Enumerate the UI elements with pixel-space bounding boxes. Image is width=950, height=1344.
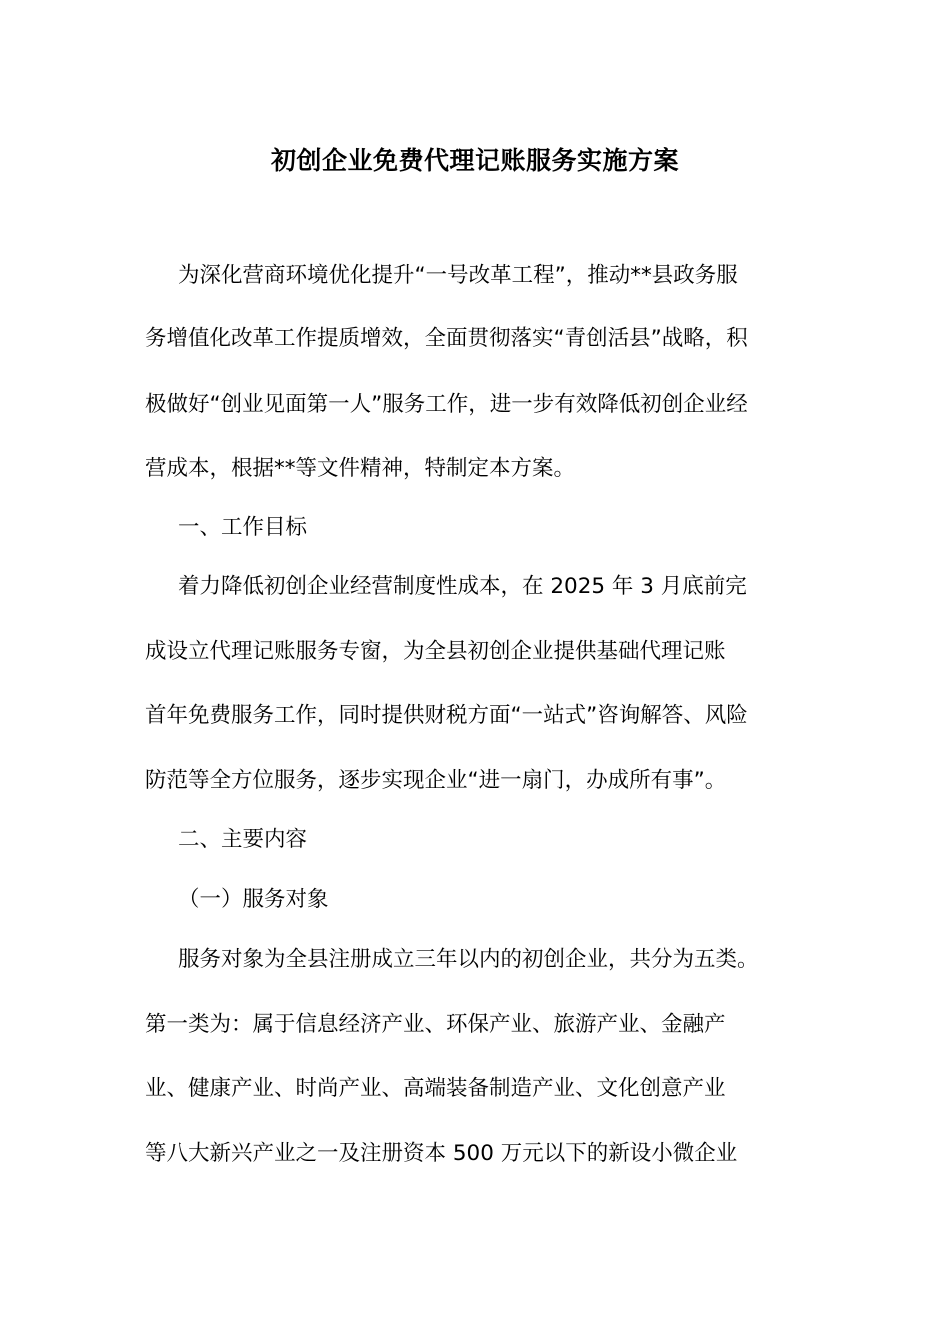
paragraph-line: 首年免费服务工作，同时提供财税方面“一站式”咨询解答、风险 <box>145 703 748 728</box>
paragraph-line: 着力降低初创企业经营制度性成本，在 2025 年 3 月底前完 <box>178 574 747 599</box>
paragraph-line: 业、健康产业、时尚产业、高端装备制造产业、文化创意产业 <box>145 1076 726 1101</box>
subsection-heading: （一）服务对象 <box>178 887 329 912</box>
section-heading: 二、主要内容 <box>178 827 308 852</box>
paragraph-line: 第一类为：属于信息经济产业、环保产业、旅游产业、金融产 <box>145 1012 726 1037</box>
paragraph-line: 防范等全方位服务，逐步实现企业“进一扇门，办成所有事”。 <box>145 768 727 793</box>
paragraph-line: 为深化营商环境优化提升“一号改革工程”，推动**县政务服 <box>178 263 738 288</box>
section-heading: 一、工作目标 <box>178 515 308 540</box>
paragraph-line: 务增值化改革工作提质增效，全面贯彻落实“青创活县”战略，积 <box>145 326 748 351</box>
paragraph-line: 服务对象为全县注册成立三年以内的初创企业，共分为五类。 <box>178 947 759 972</box>
document-title: 初创企业免费代理记账服务实施方案 <box>270 146 679 175</box>
paragraph-line: 成设立代理记账服务专窗，为全县初创企业提供基础代理记账 <box>145 639 726 664</box>
paragraph-line: 等八大新兴产业之一及注册资本 500 万元以下的新设小微企业 <box>145 1141 738 1166</box>
paragraph-line: 极做好“创业见面第一人”服务工作，进一步有效降低初创企业经 <box>145 392 748 417</box>
paragraph-line: 营成本，根据**等文件精神，特制定本方案。 <box>145 456 576 481</box>
